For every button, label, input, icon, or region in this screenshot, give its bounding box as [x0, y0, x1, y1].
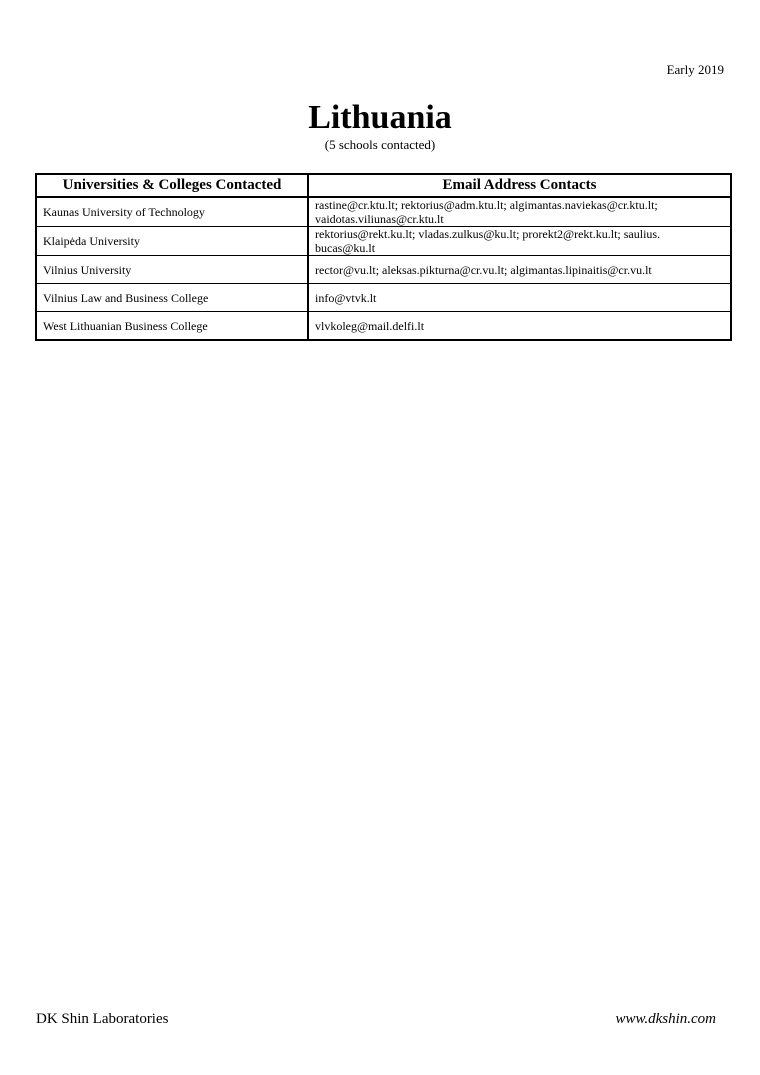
footer-website-link[interactable]: www.dkshin.com — [615, 1011, 716, 1027]
page-title: Lithuania — [308, 99, 452, 136]
email-contacts-cell: rector@vu.lt; aleksas.pikturna@cr.vu.lt; algimantas.lipinaitis@cr.vu.lt — [308, 256, 731, 284]
table-row — [36, 227, 731, 256]
column-header-emails: Email Address Contacts — [308, 174, 731, 197]
email-contacts-line: vaidotas.viliunas@cr.ktu.lt — [315, 212, 444, 226]
school-name-cell: Klaipėda University — [36, 227, 308, 256]
column-header-schools: Universities & Colleges Contacted — [36, 174, 308, 197]
table-row — [36, 256, 731, 284]
school-name-cell: Vilnius Law and Business College — [36, 284, 308, 312]
email-contacts-cell — [308, 197, 731, 227]
email-contacts-line: bucas@ku.lt — [315, 241, 376, 255]
school-name-cell: West Lithuanian Business College — [36, 312, 308, 341]
email-contacts-cell — [308, 227, 731, 256]
contacts-table — [35, 173, 732, 341]
table-header-row — [36, 174, 731, 197]
document-date: Early 2019 — [666, 62, 724, 77]
table-row — [36, 197, 731, 227]
table-row — [36, 312, 731, 341]
page-subtitle: (5 schools contacted) — [324, 137, 436, 152]
table-row — [36, 284, 731, 312]
email-contacts-line: rektorius@rekt.ku.lt; vladas.zulkus@ku.lt; prorekt2@rekt.ku.lt; saulius. — [315, 227, 661, 241]
footer-organization: DK Shin Laboratories — [36, 1011, 169, 1027]
school-name-cell: Kaunas University of Technology — [36, 197, 308, 227]
email-contacts-cell: vlvkoleg@mail.delfi.lt — [308, 312, 731, 341]
email-contacts-cell: info@vtvk.lt — [308, 284, 731, 312]
email-contacts-line: rastine@cr.ktu.lt; rektorius@adm.ktu.lt; algimantas.naviekas@cr.ktu.lt; — [315, 198, 658, 212]
school-name-cell: Vilnius University — [36, 256, 308, 284]
